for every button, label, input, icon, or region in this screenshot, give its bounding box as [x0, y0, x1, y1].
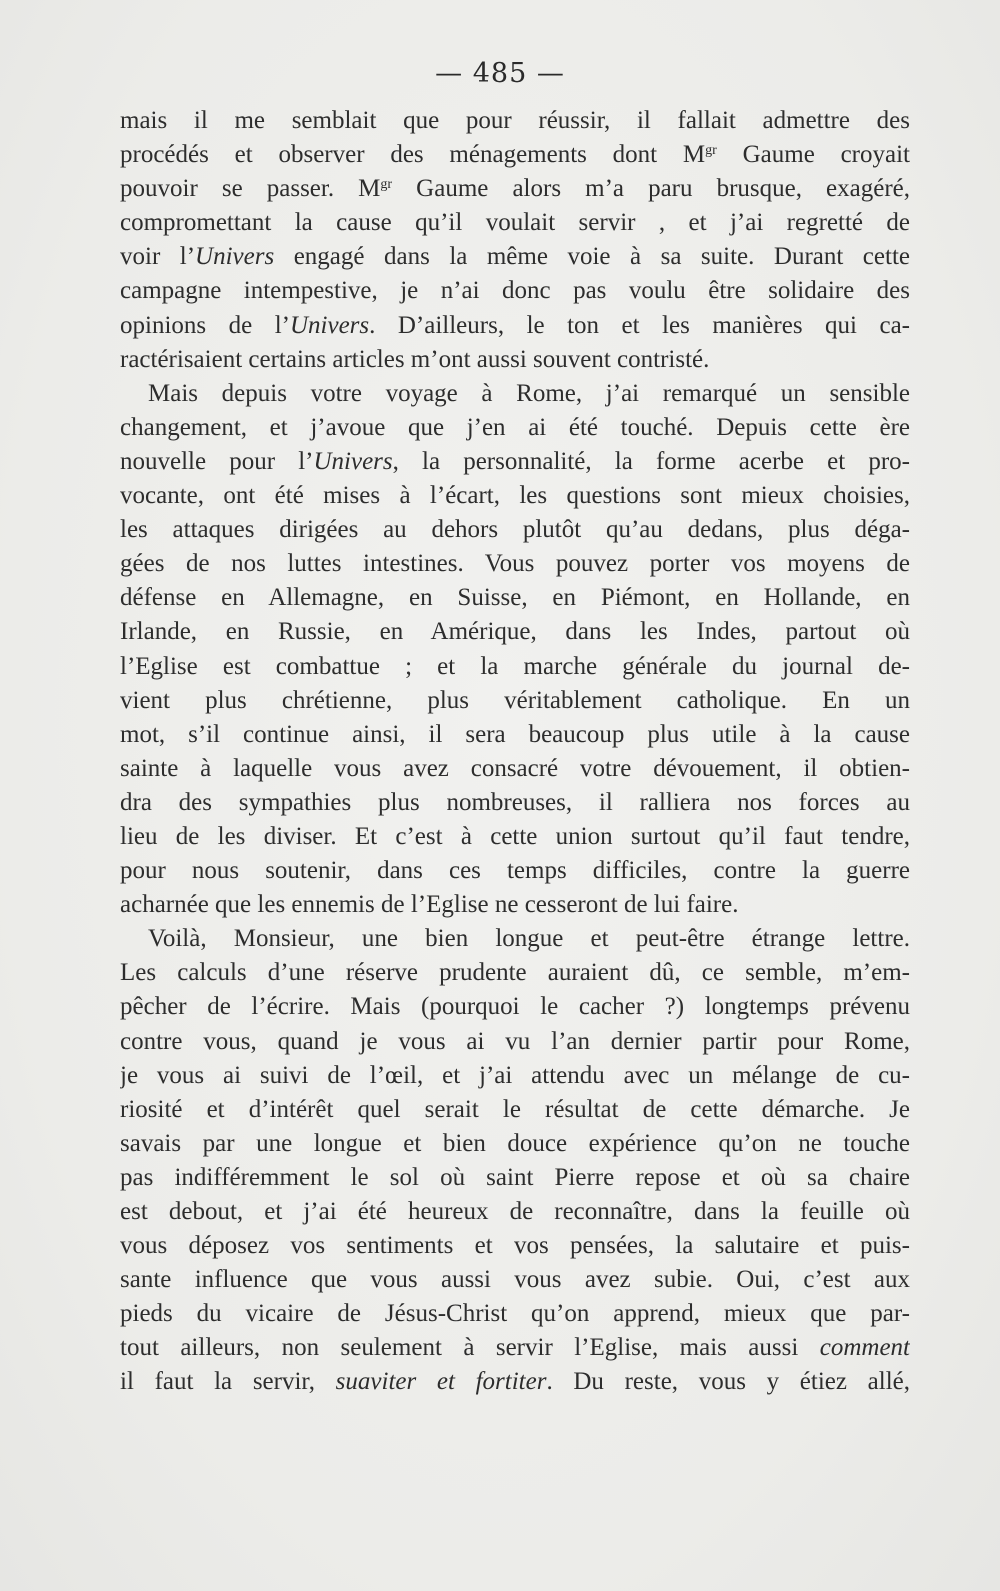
italic-text: suaviter et fortiter [335, 1368, 547, 1396]
text-line: sante influence que vous aussi vous avez subie. Oui, c’est aux [120, 1266, 910, 1294]
superscript-abbrev: gr [705, 143, 717, 159]
text-line: l’Eglise est combattue ; et la marche générale du journal de- [120, 652, 910, 680]
text-line: pêcher de l’écrire. Mais (pourquoi le cacher ?) longtemps prévenu [120, 993, 910, 1021]
text-line: tout ailleurs, non seulement à servir l’Eglise, mais aussi comment [120, 1334, 910, 1362]
text-line: défense en Allemagne, en Suisse, en Piémont, en Hollande, en [120, 584, 910, 612]
text-line: nouvelle pour l’Univers, la personnalité, la forme acerbe et pro- [120, 447, 910, 475]
text-line: les attaques dirigées au dehors plutôt qu’au dedans, plus déga- [120, 516, 910, 544]
italic-text: Univers [195, 243, 275, 271]
page-number: — 485 — [435, 58, 565, 89]
text-line: gées de nos luttes intestines. Vous pouvez porter vos moyens de [120, 550, 910, 578]
text-line: contre vous, quand je vous ai vu l’an dernier partir pour Rome, [120, 1027, 910, 1055]
italic-text: Univers [289, 311, 370, 339]
text-line: Voilà, Monsieur, une bien longue et peut-être étrange lettre. [148, 925, 910, 953]
text-line: pour nous soutenir, dans ces temps difficiles, contre la guerre [120, 857, 910, 885]
text-line: Mais depuis votre voyage à Rome, j’ai remarqué un sensible [148, 379, 910, 407]
text-line: procédés et observer des ménagements dont $M^{gr}$ Gaume croyait [120, 141, 910, 169]
text-line: il faut la servir, suaviter et fortiter. Du reste, vous y étiez allé, [120, 1368, 910, 1396]
text-line: vocante, ont été mises à l’écart, les questions sont mieux choisies, [120, 482, 910, 510]
text-line: riosité et d’intérêt quel serait le résultat de cette démarche. Je [120, 1095, 910, 1123]
text-line: dra des sympathies plus nombreuses, il ralliera nos forces au [120, 788, 910, 816]
text-line: voir l’Univers engagé dans la même voie à sa suite. Durant cette [120, 243, 910, 271]
superscript-abbrev: gr [380, 177, 393, 193]
text-line: pas indifféremment le sol où saint Pierre repose et où sa chaire [120, 1163, 910, 1191]
text-line: acharnée que les ennemis de l’Eglise ne cesseront de lui faire. [120, 891, 739, 919]
text-line: je vous ai suivi de l’œil, et j’ai attendu avec un mélange de cu- [120, 1061, 910, 1089]
body-text [120, 104, 910, 1400]
text-line: mot, s’il continue ainsi, il sera beaucoup plus utile à la cause [120, 720, 910, 748]
text-line: pieds du vicaire de Jésus-Christ qu’on apprend, mieux que par- [120, 1300, 910, 1328]
text-line: sainte à laquelle vous avez consacré votre dévouement, il obtien- [120, 754, 910, 782]
text-line: est debout, et j’ai été heureux de reconnaître, dans la feuille où [120, 1198, 910, 1225]
text-line: changement, et j’avoue que j’en ai été touché. Depuis cette ère [120, 413, 910, 441]
text-line: Les calculs d’une réserve prudente auraient dû, ce semble, m’em- [120, 959, 910, 987]
italic-text: Univers [313, 447, 393, 475]
text-line: ractérisaient certains articles m’ont aussi souvent contristé. [120, 345, 710, 373]
text-line: mais il me semblait que pour réussir, il fallait admettre des [120, 107, 910, 134]
text-line: opinions de l’Univers. D’ailleurs, le ton et les manières qui ca- [120, 311, 910, 339]
text-line: lieu de les diviser. Et c’est à cette union surtout qu’il faut tendre, [120, 822, 910, 850]
text-line: vous déposez vos sentiments et vos pensées, la salutaire et puis- [120, 1232, 910, 1260]
text-line: compromettant la cause qu’il voulait servir , et j’ai regretté de [120, 209, 910, 237]
italic-text: comment [819, 1334, 910, 1362]
text-line: pouvoir se passer. $M^{gr}$ Gaume alors m’a paru brusque, exagéré, [120, 175, 910, 203]
text-line: Irlande, en Russie, en Amérique, dans les Indes, partout où [120, 618, 910, 646]
text-line: campagne intempestive, je n’ai donc pas voulu être solidaire des [120, 277, 910, 305]
text-line: vient plus chrétienne, plus véritablement catholique. En un [120, 686, 910, 714]
text-line: savais par une longue et bien douce expérience qu’on ne touche [120, 1129, 910, 1157]
